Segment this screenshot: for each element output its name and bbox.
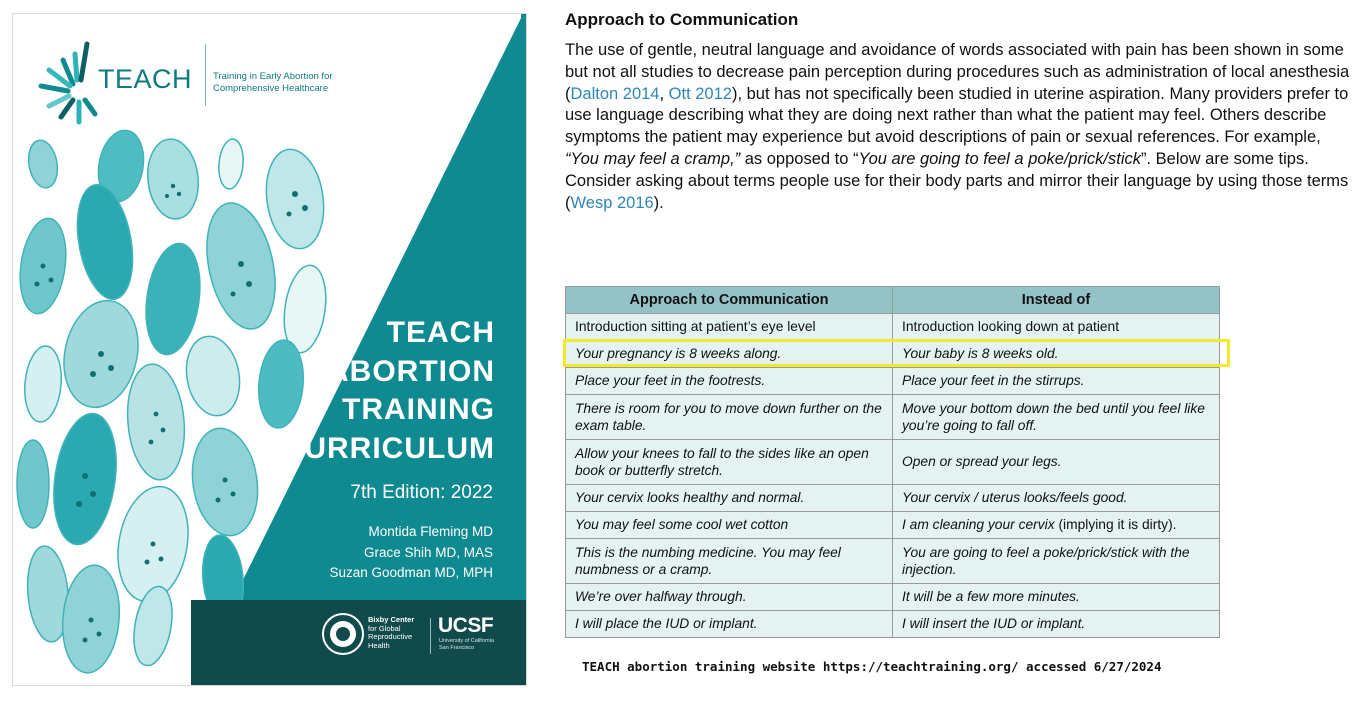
ucsf-sub-line: University of California — [439, 638, 495, 644]
instead-cell: Your baby is 8 weeks old. — [893, 341, 1220, 368]
ucsf-sub-line: San Francisco — [439, 644, 475, 651]
table-row — [566, 584, 1220, 611]
ucsf-logo: UCSF — [438, 614, 494, 637]
approach-cell: We’re over halfway through. — [566, 584, 893, 611]
instead-cell: Move your bottom down the bed until you feel like you’re going to fall off. — [893, 395, 1220, 440]
cover-title-line: TRAINING — [342, 393, 495, 426]
intro-text: , — [659, 84, 669, 103]
author: Montida Fleming MD — [368, 524, 493, 539]
table-row — [566, 395, 1220, 440]
approach-cell: Place your feet in the footrests. — [566, 368, 893, 395]
table-row — [566, 368, 1220, 395]
approach-cell: This is the numbing medicine. You may feel numbness or a cramp. — [566, 539, 893, 584]
intro-text: ”. Below are some tips. Consider asking about terms people use for their body parts and mirror their language by using those terms ( — [565, 149, 1349, 212]
cover-teal-strip — [521, 14, 526, 685]
column-header-instead: Instead of — [893, 287, 1220, 314]
intro-paragraph — [565, 40, 1350, 214]
cover-title — [282, 314, 495, 468]
table-row — [566, 539, 1220, 584]
logo-divider — [205, 44, 206, 106]
instead-cell: Introduction looking down at patient — [893, 314, 1220, 341]
source-citation: TEACH abortion training website https://teachtraining.org/ accessed 6/27/2024 — [582, 659, 1162, 674]
intro-text: The use of gentle, neutral language and avoidance of words associated with pain has been shown in some but not all studies to decrease pain perception during procedures such as administration of local anesthesia ( — [565, 41, 1350, 103]
author: Suzan Goodman MD, MPH — [329, 565, 493, 580]
instead-cell: Open or spread your legs. — [893, 440, 1220, 485]
instead-cell: Place your feet in the stirrups. — [893, 368, 1220, 395]
bixby-center-name — [368, 616, 414, 650]
example-quote: “You may feel a cramp,” — [565, 149, 741, 168]
approach-cell: Allow your knees to fall to the sides like an open book or butterfly stretch. — [566, 440, 893, 485]
highlight-box — [563, 339, 1230, 367]
bixby-line: Bixby Center — [368, 615, 415, 624]
approach-cell: Your cervix looks healthy and normal. — [566, 485, 893, 512]
table-row — [566, 512, 1220, 539]
table-row — [566, 485, 1220, 512]
teach-logo-tagline — [213, 71, 333, 95]
tagline-line: Comprehensive Healthcare — [213, 83, 329, 94]
instead-cell — [893, 512, 1220, 539]
teach-logo-icon — [41, 44, 95, 122]
citation-link[interactable]: Wesp 2016 — [570, 193, 654, 212]
tagline-line: Training in Early Abortion for — [213, 71, 333, 82]
instead-text: I am cleaning your cervix — [902, 517, 1055, 533]
column-header-approach: Approach to Communication — [566, 287, 893, 314]
bixby-line: Health — [368, 640, 390, 650]
author: Grace Shih MD, MAS — [363, 544, 493, 560]
intro-text: as opposed to “ — [740, 149, 859, 168]
cover-title-line: TEACH — [386, 316, 495, 349]
cover-authors — [329, 522, 493, 584]
teach-logo-word: TEACH — [98, 64, 193, 94]
approach-cell: You may feel some cool wet cotton — [566, 512, 893, 539]
book-cover — [13, 14, 526, 685]
example-quote: You are going to feel a poke/prick/stick — [858, 149, 1141, 168]
table-row — [566, 611, 1220, 638]
instead-cell: You are going to feel a poke/prick/stick with the injection. — [893, 539, 1220, 584]
approach-cell: Introduction sitting at patient’s eye level — [566, 314, 893, 341]
cover-title-line: CURRICULUM — [281, 431, 495, 465]
ucsf-subtitle — [439, 638, 494, 651]
section-heading: Approach to Communication — [565, 10, 799, 29]
intro-text: ). — [653, 193, 664, 212]
cover-edition: 7th Edition: 2022 — [350, 482, 493, 503]
citation-link[interactable]: Dalton 2014 — [570, 84, 660, 103]
bixby-line: for Global — [368, 623, 401, 633]
approach-cell: Your pregnancy is 8 weeks along. — [566, 341, 893, 368]
ucsf-divider — [430, 618, 431, 654]
table-row — [566, 314, 1220, 341]
citation-link[interactable]: Ott 2012 — [668, 84, 732, 103]
approach-cell: I will place the IUD or implant. — [566, 611, 893, 638]
table-row — [566, 440, 1220, 485]
instead-cell: It will be a few more minutes. — [893, 584, 1220, 611]
instead-cell: Your cervix / uterus looks/feels good. — [893, 485, 1220, 512]
instead-note: (implying it is dirty). — [1054, 517, 1177, 533]
intro-text: ), but has not specifically been studied in uterine aspiration. Many providers prefer to use language describing what they are doing next rather than what the patient may feel. Others describe symptoms the patient may experience but avoid descriptions of pain or sexual references. For example, — [565, 84, 1349, 147]
instead-cell: I will insert the IUD or implant. — [893, 611, 1220, 638]
table-header-row — [566, 287, 1220, 314]
cover-title-line: ABORTION — [327, 354, 495, 388]
approach-cell: There is room for you to move down further on the exam table. — [566, 395, 893, 440]
bixby-line: Reproductive — [368, 632, 413, 641]
